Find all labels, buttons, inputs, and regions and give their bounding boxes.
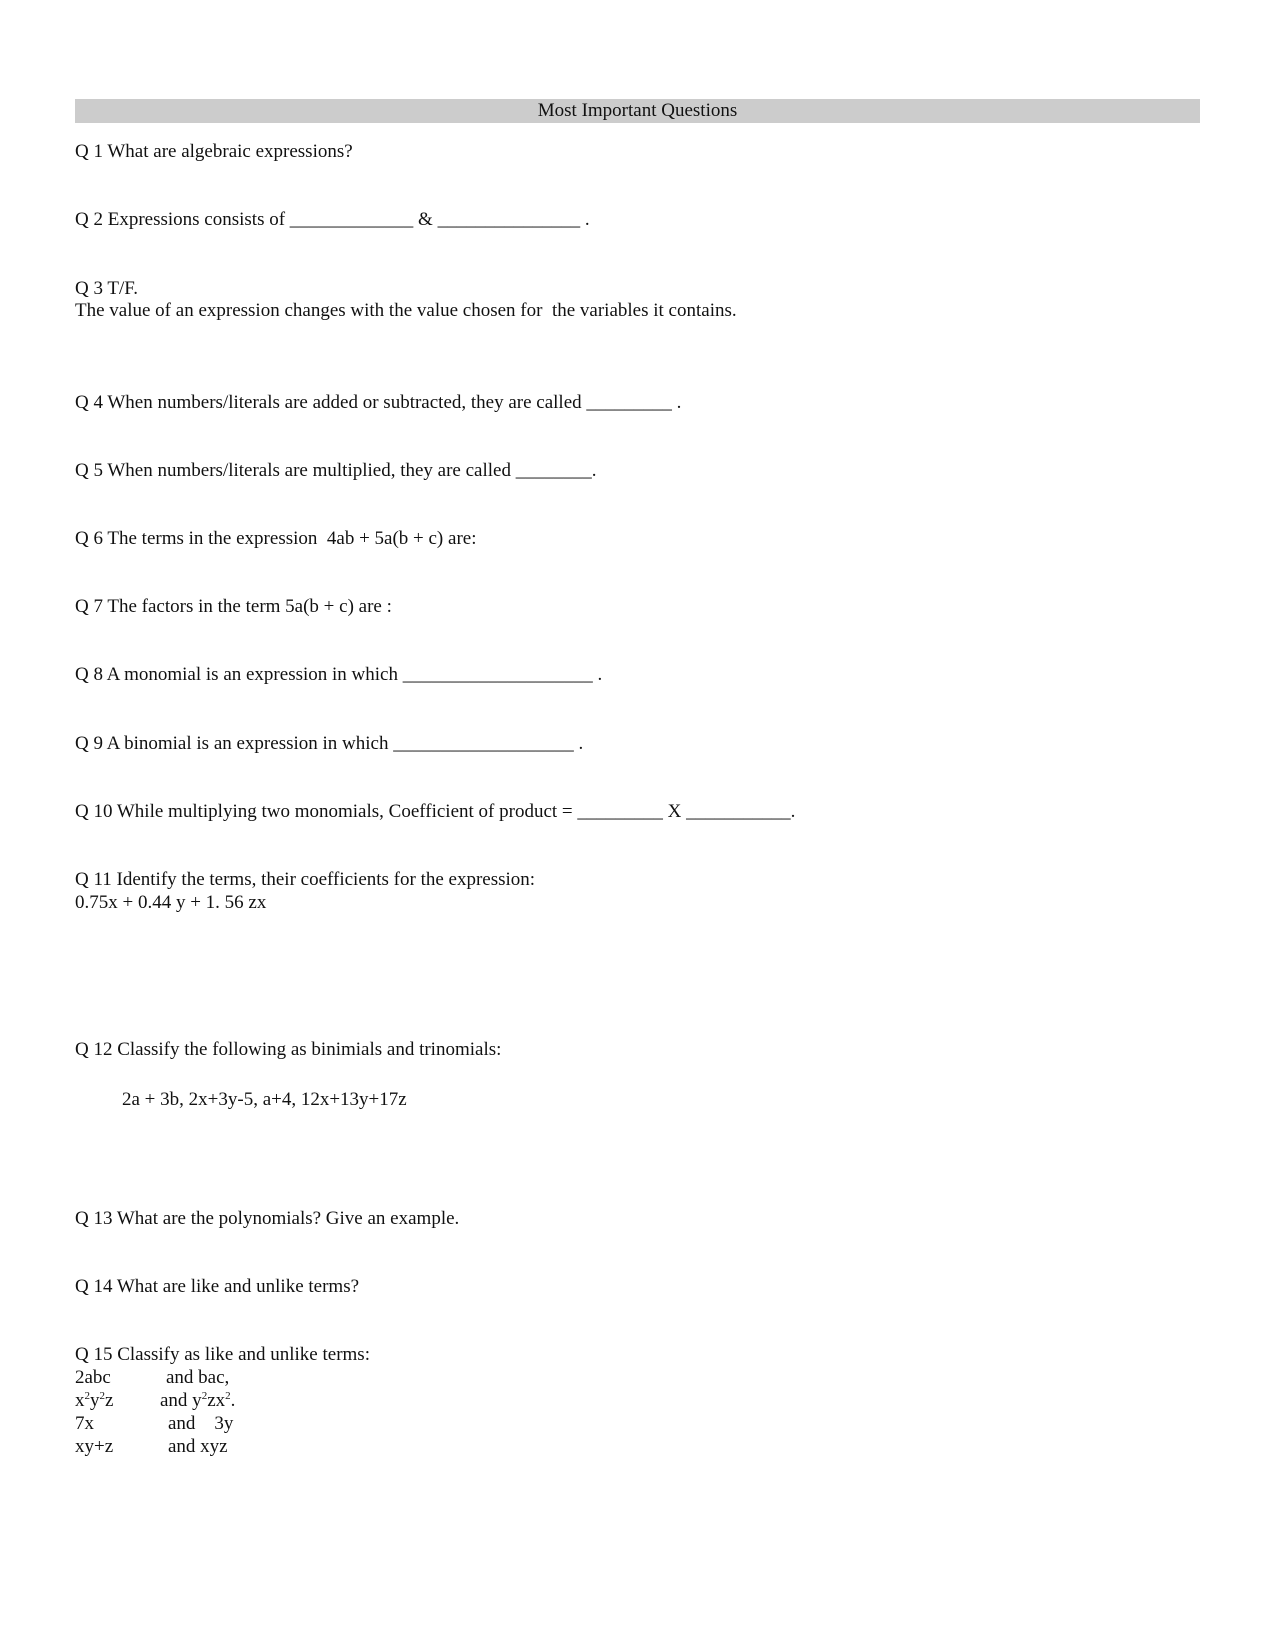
- question-4: Q 4 When numbers/literals are added or subtracted, they are called _________ .: [75, 392, 682, 413]
- question-11-title: Q 11 Identify the terms, their coefficients for the expression:: [75, 869, 536, 890]
- question-2: Q 2 Expressions consists of _____________ & _______________ .: [75, 209, 590, 230]
- page-title: Most Important Questions: [75, 99, 1200, 123]
- question-11-expression: 0.75x + 0.44 y + 1. 56 zx: [75, 892, 267, 913]
- pair-2-left: [75, 1390, 113, 1412]
- question-3-text: The value of an expression changes with the value chosen for the variables it contains.: [75, 300, 737, 321]
- exponent: 2: [225, 1390, 231, 1402]
- term-part: and y: [160, 1390, 202, 1411]
- pair-2-right: [160, 1390, 235, 1412]
- term-part: y: [90, 1390, 100, 1411]
- term-part: zx: [207, 1390, 226, 1411]
- question-1: Q 1 What are algebraic expressions?: [75, 141, 353, 162]
- question-3-title: Q 3 T/F.: [75, 278, 139, 299]
- pair-4-left: xy+z: [75, 1436, 114, 1457]
- exponent: 2: [99, 1390, 105, 1402]
- term-part: z: [105, 1390, 114, 1411]
- exponent: 2: [84, 1390, 90, 1402]
- question-13: Q 13 What are the polynomials? Give an example.: [75, 1208, 460, 1229]
- term-part: x: [75, 1390, 85, 1411]
- question-15-title: Q 15 Classify as like and unlike terms:: [75, 1344, 370, 1365]
- question-12-expression: 2a + 3b, 2x+3y-5, a+4, 12x+13y+17z: [122, 1089, 407, 1110]
- question-14: Q 14 What are like and unlike terms?: [75, 1276, 360, 1297]
- term-part: .: [230, 1390, 236, 1411]
- question-8: Q 8 A monomial is an expression in which ____________________ .: [75, 664, 603, 685]
- question-5: Q 5 When numbers/literals are multiplied, they are called ________.: [75, 460, 597, 481]
- pair-3-right: and 3y: [168, 1413, 234, 1434]
- pair-4-right: and xyz: [168, 1436, 228, 1457]
- exponent: 2: [201, 1390, 208, 1402]
- question-9: Q 9 A binomial is an expression in which ___________________ .: [75, 733, 584, 754]
- pair-1-left: 2abc: [75, 1367, 111, 1388]
- question-6: Q 6 The terms in the expression 4ab + 5a(b + c) are:: [75, 528, 477, 549]
- question-7: Q 7 The factors in the term 5a(b + c) are :: [75, 596, 392, 617]
- pair-1-right: and bac,: [166, 1367, 230, 1388]
- question-12-title: Q 12 Classify the following as binimials and trinomials:: [75, 1039, 502, 1060]
- question-10: Q 10 While multiplying two monomials, Coefficient of product = _________ X ___________.: [75, 801, 796, 822]
- pair-3-left: 7x: [75, 1413, 94, 1434]
